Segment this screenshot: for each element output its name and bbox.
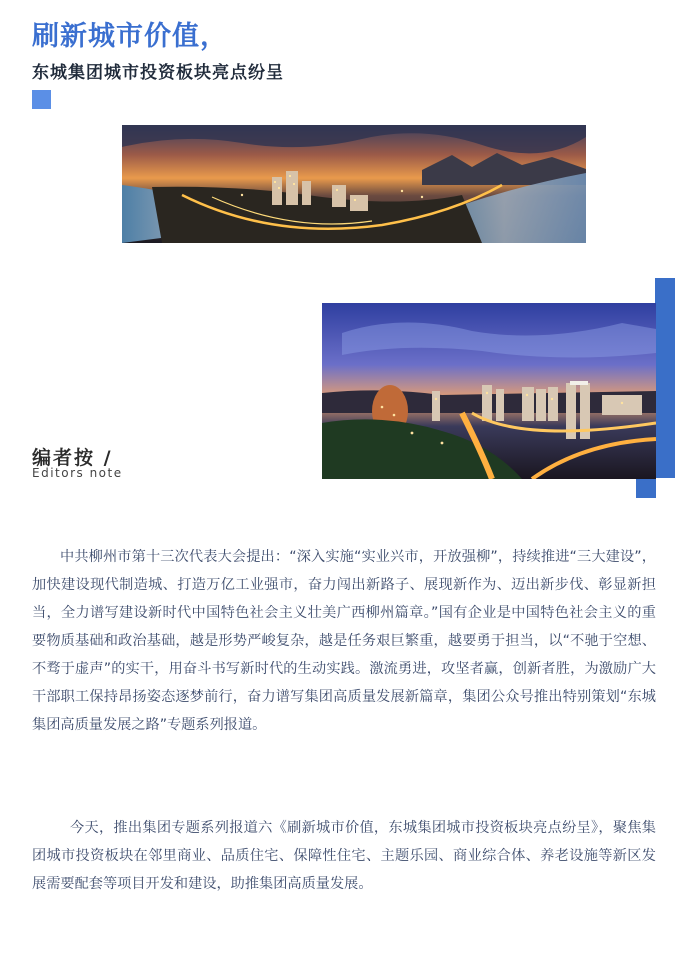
today-paragraph: 今天，推出集团专题系列报道六《刷新城市价值，东城集团城市投资板块亮点纷呈》，聚焦集团城市投资板块在邻里商业、品质住宅、保障性住宅、主题乐园、商业综合体、养老设施等新区发展需要配套等项目开发和建设，助推集团高质量发展。 bbox=[32, 820, 656, 892]
editor-note-subheading: Editors note bbox=[32, 466, 123, 480]
editor-note-heading: 编者按 / bbox=[32, 447, 113, 469]
intro-paragraph: 中共柳州市第十三次代表大会提出：“深入实施“实业兴市，开放强柳”，持续推进“三大建设”，加快建设现代制造城、打造万亿工业强市，奋力闯出新路子、展现新作为、迈出新步伐、彰显新担当，全力谱写建设新时代中国特色社会主义壮美广西柳州篇章。”国有企业是中国特色社会主义的重要物质基础和政治基础，越是形势严峻复杂，越是任务艰巨繁重，越要勇于担当，以“不驰于空想、不骛于虚声”的实干，用奋斗书写新时代的生动实践。激流勇进，攻坚者赢，创新者胜，为激励广大干部职工保持昂扬姿态逐梦前行，奋力谱写集团高质量发展新篇章，集团公众号推出特别策划“东城集团高质量发展之路”专题系列报道。 bbox=[32, 549, 656, 733]
accent-bar bbox=[655, 278, 675, 478]
accent-block bbox=[636, 478, 656, 498]
city-panorama-photo bbox=[122, 125, 586, 243]
title-accent-square bbox=[32, 90, 51, 109]
article-title: 刷新城市价值， bbox=[32, 21, 228, 52]
city-night-photo bbox=[322, 303, 656, 479]
article-subtitle: 东城集团城市投资板块亮点纷呈 bbox=[32, 63, 284, 83]
